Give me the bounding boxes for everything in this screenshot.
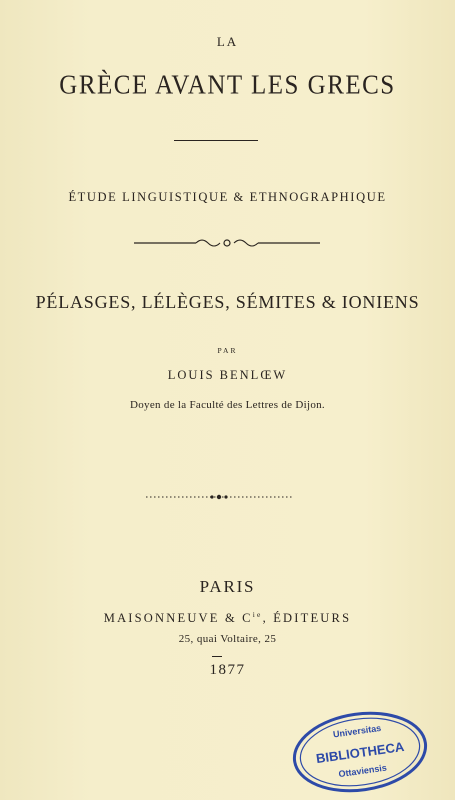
author-name: LOUIS BENLŒW: [167, 368, 288, 382]
publisher-address: 25, quai Voltaire, 25: [178, 633, 277, 645]
main-heading: PÉLASGES, LÉLÈGES, SÉMITES & IONIENS: [35, 292, 420, 312]
library-stamp: [285, 706, 435, 798]
publisher: [0, 610, 455, 626]
year-rule: [212, 656, 222, 657]
book-title: GRÈCE AVANT LES GRECS: [59, 70, 396, 101]
publisher-sup: ie: [252, 610, 263, 619]
publisher-prefix: MAISONNEUVE & C: [103, 611, 253, 626]
ornament-divider: [134, 236, 320, 250]
par-label: PAR: [217, 346, 238, 355]
dotted-divider: [146, 492, 292, 502]
author-title: Doyen de la Faculté des Lettres de Dijon.: [130, 399, 325, 411]
subtitle: ÉTUDE LINGUISTIQUE & ETHNOGRAPHIQUE: [68, 190, 387, 204]
pre-title: LA: [216, 34, 239, 49]
publication-year: 1877: [209, 662, 246, 678]
publisher-suffix: , ÉDITEURS: [262, 611, 352, 626]
title-rule: [174, 140, 258, 141]
stamp-top-text: Universitas: [332, 722, 382, 740]
city: PARIS: [199, 577, 256, 596]
stamp-center-text: BIBLIOTHECA: [315, 738, 406, 767]
stamp-bottom-text: Ottaviensis: [337, 762, 388, 780]
